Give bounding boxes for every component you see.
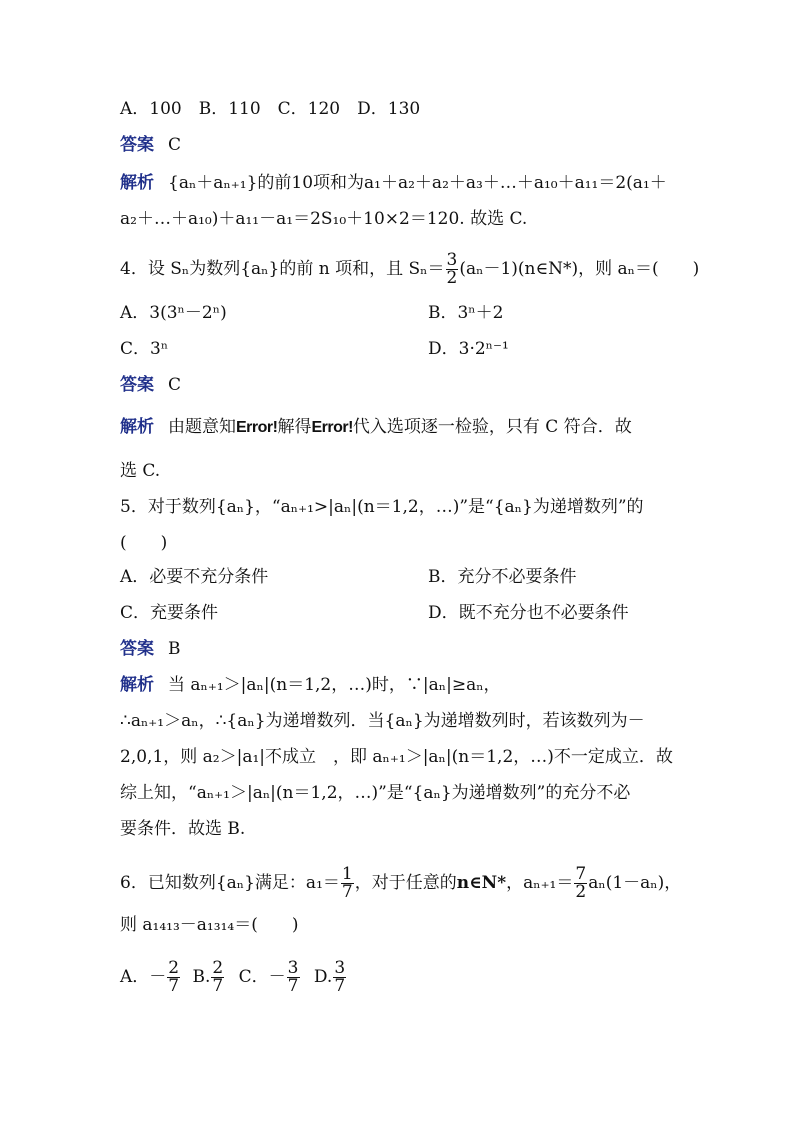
q6-stem-d: aₙ(1－aₙ)， — [588, 873, 682, 893]
fraction-numerator: 3 — [334, 958, 346, 978]
q5-option-a: A．必要不充分条件 — [120, 567, 269, 587]
q4-analysis-line2: 选 C. — [120, 461, 161, 481]
q3-answer-line — [120, 134, 181, 156]
q6-stem-c: ，aₙ₊₁＝ — [506, 873, 574, 893]
q6-option-a-prefix: A．－ — [120, 967, 167, 987]
q6-option-b-fraction — [211, 960, 224, 995]
q5-stem-line1: 5．对于数列{aₙ}，“aₙ₊₁>|aₙ|(n＝1,2，…)”是“{aₙ}为递增数列”的 — [120, 497, 644, 517]
analysis-text: {aₙ＋aₙ₊₁}的前10项和为a₁＋a₂＋a₂＋a₃＋…＋a₁₀＋a₁₁＝2(a₁＋ — [168, 173, 667, 193]
q5-analysis-line4: 综上知，“aₙ₊₁＞|aₙ|(n＝1,2，…)”是“{aₙ}为递增数列”的充分不必 — [120, 783, 631, 803]
analysis-text: 当 aₙ₊₁＞|aₙ|(n＝1,2，…)时，∵|aₙ|≥aₙ， — [168, 675, 501, 695]
fraction-numerator: 7 — [575, 864, 587, 884]
q4-stem — [120, 252, 699, 287]
fraction-denominator: 2 — [446, 268, 458, 288]
q6-stem-line1 — [120, 866, 681, 901]
q5-analysis-line3: 2,0,1，则 a₂＞|a₁|不成立 ，即 aₙ₊₁＞|aₙ|(n＝1,2，…)不一定成立．故 — [120, 747, 673, 767]
q3-analysis-line1 — [120, 172, 667, 194]
q3-analysis-line2: a₂＋…＋a₁₀)＋a₁₁－a₁＝2S₁₀＋10×2＝120. 故选 C. — [120, 209, 528, 229]
q5-analysis-line1 — [120, 674, 501, 696]
fraction-denominator: 7 — [212, 976, 224, 996]
q4-option-b: B．3ⁿ＋2 — [428, 303, 504, 323]
fraction-numerator: 2 — [212, 958, 224, 978]
analysis-label: 解析 — [120, 675, 154, 695]
q5-answer-line — [120, 638, 181, 660]
q4-stem-b: (aₙ－1)(n∈N*)，则 aₙ＝( ) — [459, 259, 700, 279]
q6-option-c-fraction — [287, 960, 300, 995]
q5-option-b: B．充分不必要条件 — [428, 567, 577, 587]
answer-label: 答案 — [120, 639, 154, 659]
q4-analysis-line1 — [120, 416, 632, 439]
fraction-denominator: 7 — [334, 976, 346, 996]
q4-answer-line — [120, 374, 181, 396]
q6-options — [120, 960, 347, 995]
q6-option-a-fraction — [167, 960, 180, 995]
q6-stem-n: n∈N* — [456, 873, 507, 893]
q4-option-c: C．3ⁿ — [120, 339, 169, 359]
fraction-denominator: 7 — [287, 976, 299, 996]
answer-value: C — [168, 375, 182, 395]
answer-label: 答案 — [120, 135, 154, 155]
error-placeholder: Error! — [311, 419, 353, 436]
q6-option-d-prefix: D. — [313, 967, 333, 987]
analysis-text: 解得 — [277, 417, 312, 437]
q6-fraction-a1 — [341, 866, 354, 901]
q5-option-d: D．既不充分也不必要条件 — [428, 603, 629, 623]
fraction-numerator: 2 — [168, 958, 180, 978]
answer-value: C — [168, 135, 182, 155]
q4-stem-a: 4．设 Sₙ为数列{aₙ}的前 n 项和，且 Sₙ＝ — [120, 259, 445, 279]
q6-stem-line2: 则 a₁₄₁₃－a₁₃₁₄＝( ) — [120, 915, 299, 935]
analysis-label: 解析 — [120, 417, 154, 437]
fraction-numerator: 3 — [446, 250, 458, 270]
q4-fraction — [446, 252, 459, 287]
q6-fraction-coef — [574, 866, 587, 901]
q6-stem-a: 6．已知数列{aₙ}满足：a₁＝ — [120, 873, 340, 893]
error-placeholder: Error! — [236, 419, 278, 436]
fraction-denominator: 7 — [168, 976, 180, 996]
analysis-text: 由题意知 — [168, 417, 236, 437]
fraction-numerator: 1 — [341, 864, 353, 884]
analysis-label: 解析 — [120, 173, 154, 193]
fraction-denominator: 2 — [575, 882, 587, 902]
q5-option-c: C．充要条件 — [120, 603, 219, 623]
q5-stem-line2: ( ) — [120, 533, 168, 553]
q5-analysis-line5: 要条件．故选 B. — [120, 819, 246, 839]
q6-option-c-prefix: C．－ — [238, 967, 286, 987]
q6-stem-b: ，对于任意的 — [354, 873, 457, 893]
answer-label: 答案 — [120, 375, 154, 395]
q3-options: A．100 B．110 C．120 D．130 — [120, 99, 421, 119]
q4-option-a: A．3(3ⁿ－2ⁿ) — [120, 303, 227, 323]
q5-analysis-line2: ∴aₙ₊₁＞aₙ，∴{aₙ}为递增数列．当{aₙ}为递增数列时，若该数列为－ — [120, 711, 645, 731]
answer-value: B — [168, 639, 181, 659]
q6-option-d-fraction — [333, 960, 346, 995]
analysis-text: 代入选项逐一检验，只有 C 符合．故 — [352, 417, 632, 437]
fraction-numerator: 3 — [287, 958, 299, 978]
fraction-denominator: 7 — [341, 882, 353, 902]
q6-option-b-prefix: B. — [192, 967, 211, 987]
q4-option-d: D．3·2ⁿ⁻¹ — [428, 339, 509, 359]
